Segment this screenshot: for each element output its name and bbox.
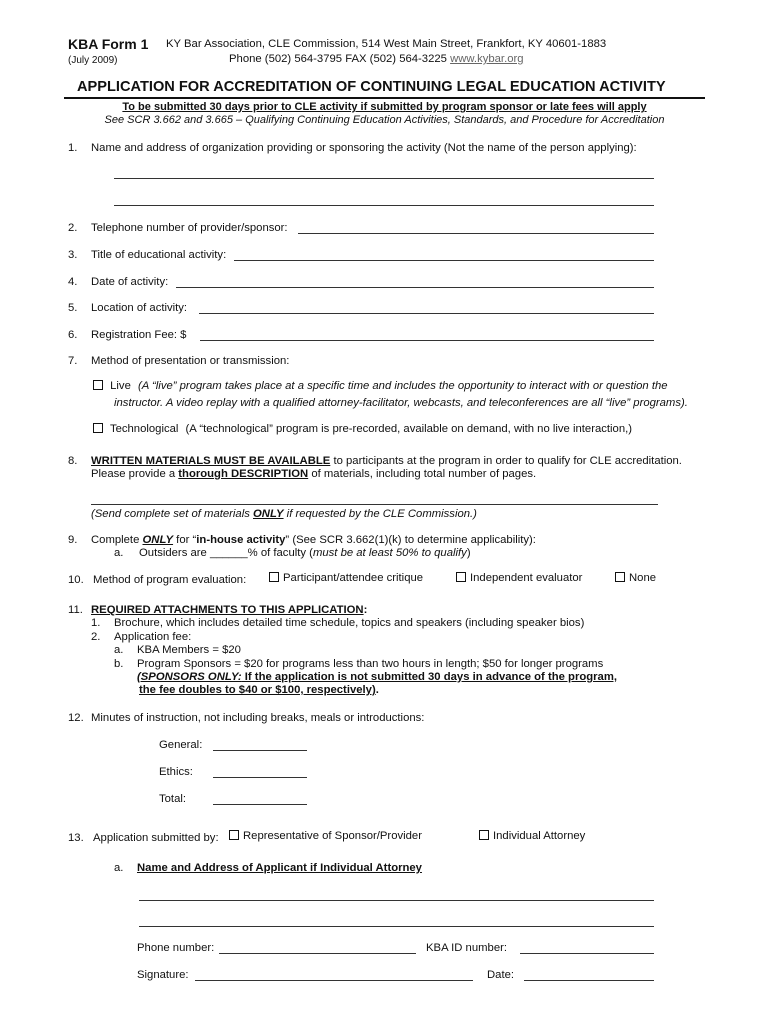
q5-label: Location of activity: bbox=[91, 302, 188, 314]
general-minutes-field[interactable] bbox=[213, 750, 307, 751]
q11-number: 11. bbox=[68, 604, 83, 616]
ethics-label: Ethics: bbox=[159, 766, 193, 778]
q2-label: Telephone number of provider/sponsor: bbox=[91, 222, 288, 234]
q9-outsiders-b: must be at least 50% to qualify bbox=[312, 547, 467, 559]
q8-line-2 bbox=[91, 468, 536, 480]
live-description-2: instructor. A video replay with a qualified attorney-facilitator, webcasts, and teleconferences are all “live” programs). bbox=[114, 397, 688, 409]
q8-note-c: if requested by the CLE Commission.) bbox=[283, 508, 477, 520]
q11-item-1-num: 1. bbox=[91, 617, 101, 629]
signature-label: Signature: bbox=[137, 969, 189, 981]
submitted-by-attorney-option bbox=[479, 830, 585, 842]
eval-none-checkbox[interactable] bbox=[615, 572, 625, 582]
q4-label: Date of activity: bbox=[91, 276, 169, 288]
q9-in-house: in-house activity bbox=[196, 534, 286, 546]
date-label: Date: bbox=[487, 969, 515, 981]
q13-label: Application submitted by: bbox=[93, 832, 219, 844]
q11-note-2-text: the fee doubles to $40 or $100, respectively) bbox=[139, 684, 376, 696]
q8-note-only: ONLY bbox=[253, 508, 284, 520]
q3-label: Title of educational activity: bbox=[91, 249, 227, 261]
applicant-address-line-1[interactable] bbox=[139, 900, 654, 901]
q5-number: 5. bbox=[68, 302, 78, 314]
q13-number: 13. bbox=[68, 832, 84, 844]
q9-only: ONLY bbox=[142, 534, 174, 546]
live-label: Live bbox=[110, 380, 131, 392]
kba-id-field[interactable] bbox=[520, 953, 654, 954]
registration-fee-field[interactable] bbox=[200, 340, 654, 341]
form-title: KBA Form 1 bbox=[68, 36, 149, 52]
q8-written-materials: WRITTEN MATERIALS MUST BE AVAILABLE bbox=[91, 455, 331, 467]
q12-number: 12. bbox=[68, 712, 84, 724]
q9-outsiders-a: Outsiders are ______% of faculty ( bbox=[139, 547, 313, 559]
q8-thorough-description: thorough DESCRIPTION bbox=[178, 468, 309, 480]
q11-note-1-rest: If the application is not submitted 30 days in advance of the program, bbox=[241, 671, 617, 683]
q8-line-1-rest: to participants at the program in order to qualify for CLE accreditation. bbox=[330, 455, 682, 467]
q11-a: KBA Members = $20 bbox=[137, 644, 241, 656]
q11-item-2-num: 2. bbox=[91, 631, 101, 643]
q9-a5: ” (See SCR 3.662(1)(k) to determine applicability): bbox=[285, 534, 536, 546]
q7-label: Method of presentation or transmission: bbox=[91, 355, 290, 367]
q11-title-colon: : bbox=[363, 604, 368, 616]
eval-participant-checkbox[interactable] bbox=[269, 572, 279, 582]
eval-participant-option bbox=[269, 572, 423, 584]
applicant-address-line-2[interactable] bbox=[139, 926, 654, 927]
title-rule bbox=[64, 97, 705, 99]
q13-a-letter: a. bbox=[114, 862, 124, 874]
eval-none-option bbox=[615, 572, 656, 584]
individual-attorney-label: Individual Attorney bbox=[493, 830, 586, 842]
q11-item-2: Application fee: bbox=[114, 631, 192, 643]
q9-label bbox=[91, 534, 536, 546]
q9-a3: for “ bbox=[173, 534, 197, 546]
q9-number: 9. bbox=[68, 534, 78, 546]
q8-line-1 bbox=[91, 455, 682, 467]
representative-label: Representative of Sponsor/Provider bbox=[243, 830, 422, 842]
q1-label: Name and address of organization providing or sponsoring the activity (Not the name of the person applying): bbox=[91, 142, 637, 154]
q7-number: 7. bbox=[68, 355, 78, 367]
page-title: APPLICATION FOR ACCREDITATION OF CONTINUING LEGAL EDUCATION ACTIVITY bbox=[77, 79, 666, 95]
phone-fax bbox=[229, 53, 524, 65]
q4-number: 4. bbox=[68, 276, 78, 288]
phone-fax-text: Phone (502) 564-3795 FAX (502) 564-3225 bbox=[229, 53, 447, 65]
eval-participant-label: Participant/attendee critique bbox=[283, 572, 424, 584]
date-field[interactable] bbox=[524, 980, 654, 981]
title-subtitle-1: To be submitted 30 days prior to CLE activity if submitted by program sponsor or late fees will apply bbox=[122, 101, 647, 113]
q8-number: 8. bbox=[68, 455, 78, 467]
total-label: Total: bbox=[159, 793, 187, 805]
q2-number: 2. bbox=[68, 222, 78, 234]
q9-a1: Complete bbox=[91, 534, 143, 546]
q11-b: Program Sponsors = $20 for programs less than two hours in length; $50 for longer programs bbox=[137, 658, 604, 670]
activity-location-field[interactable] bbox=[199, 313, 654, 314]
live-option bbox=[93, 380, 668, 392]
general-label: General: bbox=[159, 739, 203, 751]
kba-id-label: KBA ID number: bbox=[426, 942, 507, 954]
q8-line-2c: of materials, including total number of pages. bbox=[308, 468, 537, 480]
q12-label: Minutes of instruction, not including breaks, meals or introductions: bbox=[91, 712, 425, 724]
q1-number: 1. bbox=[68, 142, 78, 154]
eval-independent-label: Independent evaluator bbox=[470, 572, 583, 584]
q9-sub-letter: a. bbox=[114, 547, 124, 559]
signature-field[interactable] bbox=[195, 980, 473, 981]
q11-item-1: Brochure, which includes detailed time schedule, topics and speakers (including speaker bios) bbox=[114, 617, 585, 629]
website-link[interactable]: www.kybar.org bbox=[450, 53, 524, 65]
live-description: (A “live” program takes place at a specific time and includes the opportunity to interact with or question the bbox=[138, 380, 668, 392]
q8-note-a: (Send complete set of materials bbox=[91, 508, 253, 520]
q11-note-2 bbox=[139, 684, 379, 696]
total-minutes-field[interactable] bbox=[213, 804, 307, 805]
applicant-phone-field[interactable] bbox=[219, 953, 416, 954]
technological-checkbox[interactable] bbox=[93, 423, 103, 433]
applicant-section-title: Name and Address of Applicant if Individual Attorney bbox=[137, 862, 422, 874]
eval-independent-option bbox=[456, 572, 582, 584]
activity-title-field[interactable] bbox=[234, 260, 654, 261]
q11-title bbox=[91, 604, 367, 616]
individual-attorney-checkbox[interactable] bbox=[479, 830, 489, 840]
eval-independent-checkbox[interactable] bbox=[456, 572, 466, 582]
live-checkbox[interactable] bbox=[93, 380, 103, 390]
activity-date-field[interactable] bbox=[176, 287, 654, 288]
submitted-by-representative-option bbox=[229, 830, 422, 842]
q11-note-1 bbox=[137, 671, 617, 683]
q10-number: 10. bbox=[68, 574, 84, 586]
materials-description-field[interactable] bbox=[91, 504, 658, 505]
q11-title-text: REQUIRED ATTACHMENTS TO THIS APPLICATION bbox=[91, 604, 364, 616]
provider-phone-field[interactable] bbox=[298, 233, 654, 234]
q10-label: Method of program evaluation: bbox=[93, 574, 247, 586]
q1-line-2[interactable] bbox=[114, 205, 654, 206]
org-address: KY Bar Association, CLE Commission, 514 West Main Street, Frankfort, KY 40601-1883 bbox=[166, 38, 607, 50]
form-date: (July 2009) bbox=[68, 55, 118, 66]
phone-number-label: Phone number: bbox=[137, 942, 215, 954]
q8-line-2a: Please provide a bbox=[91, 468, 179, 480]
q8-note bbox=[91, 508, 477, 520]
q6-label: Registration Fee: $ bbox=[91, 329, 187, 341]
q11-sponsors-only: (SPONSORS ONLY: bbox=[137, 671, 242, 683]
ethics-minutes-field[interactable] bbox=[213, 777, 307, 778]
technological-description: (A “technological” program is pre-recorded, available on demand, with no live interaction,) bbox=[185, 423, 632, 435]
q6-number: 6. bbox=[68, 329, 78, 341]
technological-label: Technological bbox=[109, 423, 179, 435]
q3-number: 3. bbox=[68, 249, 78, 261]
q1-line-1[interactable] bbox=[114, 178, 654, 179]
representative-checkbox[interactable] bbox=[229, 830, 239, 840]
q9-outsiders-c: ) bbox=[466, 547, 471, 559]
q11-note-2-end: . bbox=[375, 684, 379, 696]
title-subtitle-2: See SCR 3.662 and 3.665 – Qualifying Continuing Education Activities, Standards, and Procedure for Accreditation bbox=[104, 114, 665, 126]
q11-b-letter: b. bbox=[114, 658, 124, 670]
technological-option bbox=[93, 423, 632, 435]
q9-outsiders bbox=[139, 547, 471, 559]
q11-a-letter: a. bbox=[114, 644, 124, 656]
eval-none-label: None bbox=[629, 572, 657, 584]
